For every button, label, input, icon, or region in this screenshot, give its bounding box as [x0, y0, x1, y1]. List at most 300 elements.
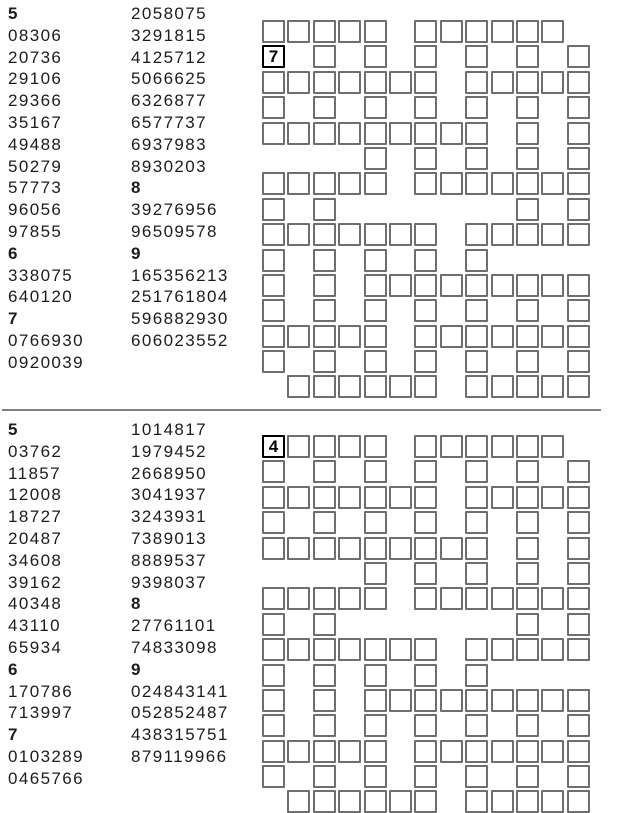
- word-list-item: 170786: [8, 681, 74, 701]
- grid-cell[interactable]: [491, 689, 514, 712]
- grid-cell[interactable]: [414, 223, 437, 246]
- grid-cell[interactable]: [414, 350, 437, 373]
- grid-cell[interactable]: [491, 20, 514, 43]
- grid-cell[interactable]: [541, 587, 564, 610]
- grid-cell[interactable]: [516, 45, 539, 68]
- grid-cell[interactable]: [364, 223, 387, 246]
- grid-cell[interactable]: [313, 71, 336, 94]
- grid-cell[interactable]: [516, 587, 539, 610]
- grid-cell[interactable]: [516, 122, 539, 145]
- grid-cell[interactable]: [491, 274, 514, 297]
- grid-cell[interactable]: [465, 325, 488, 348]
- grid-cell[interactable]: [414, 71, 437, 94]
- grid-cell[interactable]: [465, 638, 488, 661]
- grid-cell[interactable]: [567, 765, 590, 788]
- grid-cell[interactable]: [313, 613, 336, 636]
- grid-cell[interactable]: [541, 20, 564, 43]
- grid-cell[interactable]: [491, 486, 514, 509]
- grid-cell[interactable]: [465, 664, 488, 687]
- clue-cell: 4: [262, 435, 285, 458]
- grid-cell[interactable]: [313, 325, 336, 348]
- word-list-item: 97855: [8, 221, 63, 241]
- grid-cell[interactable]: [262, 325, 285, 348]
- grid-cell[interactable]: [541, 740, 564, 763]
- grid-cell[interactable]: [440, 689, 463, 712]
- grid-cell[interactable]: [313, 198, 336, 221]
- grid-cell[interactable]: [313, 45, 336, 68]
- grid-cell[interactable]: [465, 96, 488, 119]
- grid-cell[interactable]: [516, 223, 539, 246]
- grid-cell[interactable]: [414, 249, 437, 272]
- grid-cell[interactable]: [567, 562, 590, 585]
- grid-cell[interactable]: [313, 638, 336, 661]
- grid-cell[interactable]: [313, 460, 336, 483]
- grid-cell[interactable]: [262, 714, 285, 737]
- grid-cell[interactable]: [465, 71, 488, 94]
- grid-cell[interactable]: [364, 20, 387, 43]
- grid-cell[interactable]: [516, 299, 539, 322]
- word-length-header: 5: [8, 4, 19, 23]
- grid-cell[interactable]: [440, 587, 463, 610]
- grid-cell[interactable]: [262, 587, 285, 610]
- grid-cell[interactable]: [287, 71, 310, 94]
- grid-cell[interactable]: [287, 223, 310, 246]
- grid-cell[interactable]: [491, 638, 514, 661]
- grid-cell[interactable]: [465, 435, 488, 458]
- grid-cell[interactable]: [313, 714, 336, 737]
- grid-cell[interactable]: [313, 537, 336, 560]
- grid-cell[interactable]: [414, 460, 437, 483]
- grid-cell[interactable]: [465, 765, 488, 788]
- grid-cell[interactable]: [414, 45, 437, 68]
- grid-cell[interactable]: [287, 122, 310, 145]
- grid-cell[interactable]: [414, 147, 437, 170]
- word-list-item: 5066625: [131, 69, 207, 89]
- grid-cell[interactable]: [313, 249, 336, 272]
- puzzle-2-section: [0, 412, 622, 812]
- grid-cell[interactable]: [414, 765, 437, 788]
- grid-cell[interactable]: [516, 96, 539, 119]
- grid-cell[interactable]: [389, 122, 412, 145]
- grid-cell[interactable]: [389, 790, 412, 813]
- grid-cell[interactable]: [491, 587, 514, 610]
- grid-cell[interactable]: [567, 486, 590, 509]
- grid-cell[interactable]: [389, 689, 412, 712]
- grid-cell[interactable]: [287, 325, 310, 348]
- grid-cell[interactable]: [465, 350, 488, 373]
- grid-cell[interactable]: [338, 638, 361, 661]
- word-list-item: 6577737: [131, 112, 207, 132]
- grid-cell[interactable]: [440, 122, 463, 145]
- word-list-item: 35167: [8, 112, 63, 132]
- grid-cell[interactable]: [364, 511, 387, 534]
- grid-cell[interactable]: [414, 562, 437, 585]
- grid-cell[interactable]: [440, 740, 463, 763]
- grid-cell[interactable]: [364, 249, 387, 272]
- grid-cell[interactable]: [313, 172, 336, 195]
- grid-cell[interactable]: [465, 587, 488, 610]
- grid-cell[interactable]: [541, 435, 564, 458]
- grid-cell[interactable]: [516, 274, 539, 297]
- word-list-item: 29366: [8, 91, 63, 111]
- grid-cell[interactable]: [516, 325, 539, 348]
- word-length-header: 8: [131, 594, 142, 614]
- grid-cell[interactable]: [313, 350, 336, 373]
- grid-cell[interactable]: [262, 172, 285, 195]
- grid-cell[interactable]: [262, 664, 285, 687]
- grid-cell[interactable]: [262, 122, 285, 145]
- grid-cell[interactable]: [313, 299, 336, 322]
- grid-cell[interactable]: [465, 740, 488, 763]
- grid-cell[interactable]: [414, 274, 437, 297]
- grid-cell[interactable]: [287, 587, 310, 610]
- grid-cell[interactable]: [516, 638, 539, 661]
- grid-cell[interactable]: [567, 299, 590, 322]
- grid-cell[interactable]: [541, 689, 564, 712]
- grid-cell[interactable]: [338, 122, 361, 145]
- word-list-item: 3041937: [131, 485, 207, 505]
- grid-cell[interactable]: [364, 325, 387, 348]
- grid-cell[interactable]: [414, 664, 437, 687]
- grid-cell[interactable]: [516, 562, 539, 585]
- grid-cell[interactable]: [567, 638, 590, 661]
- grid-cell[interactable]: [364, 537, 387, 560]
- grid-cell[interactable]: [287, 435, 310, 458]
- grid-cell[interactable]: [465, 274, 488, 297]
- grid-cell[interactable]: [262, 511, 285, 534]
- grid-cell[interactable]: [313, 740, 336, 763]
- grid-cell[interactable]: [440, 20, 463, 43]
- grid-cell[interactable]: [389, 375, 412, 398]
- grid-cell[interactable]: [338, 71, 361, 94]
- grid-cell[interactable]: [465, 790, 488, 813]
- grid-cell[interactable]: [262, 638, 285, 661]
- grid-cell[interactable]: [541, 325, 564, 348]
- grid-cell[interactable]: [541, 223, 564, 246]
- grid-cell[interactable]: [491, 325, 514, 348]
- grid-cell[interactable]: [541, 274, 564, 297]
- grid-cell[interactable]: [465, 714, 488, 737]
- grid-cell[interactable]: [262, 198, 285, 221]
- word-list-item: 03762: [8, 441, 63, 461]
- grid-cell[interactable]: [364, 274, 387, 297]
- word-list-item: 20487: [8, 528, 63, 548]
- grid-cell[interactable]: [465, 486, 488, 509]
- grid-cell[interactable]: [465, 299, 488, 322]
- grid-cell[interactable]: [262, 96, 285, 119]
- grid-cell[interactable]: [491, 740, 514, 763]
- grid-cell[interactable]: [541, 638, 564, 661]
- grid-cell[interactable]: [313, 274, 336, 297]
- grid-cell[interactable]: [338, 740, 361, 763]
- grid-cell[interactable]: [364, 587, 387, 610]
- grid-cell[interactable]: [567, 460, 590, 483]
- grid-cell[interactable]: [465, 45, 488, 68]
- grid-cell[interactable]: [567, 172, 590, 195]
- grid-cell[interactable]: [491, 71, 514, 94]
- grid-cell[interactable]: [262, 537, 285, 560]
- grid-cell[interactable]: [364, 486, 387, 509]
- grid-cell[interactable]: [465, 20, 488, 43]
- grid-cell[interactable]: [567, 350, 590, 373]
- grid-cell[interactable]: [414, 96, 437, 119]
- grid-cell[interactable]: [338, 375, 361, 398]
- grid-cell[interactable]: [440, 274, 463, 297]
- grid-cell[interactable]: [516, 147, 539, 170]
- word-list-item: 65934: [8, 637, 63, 657]
- word-list-item: 713997: [8, 703, 74, 723]
- grid-cell[interactable]: [440, 537, 463, 560]
- grid-cell[interactable]: [567, 790, 590, 813]
- grid-cell[interactable]: [516, 689, 539, 712]
- word-length-header: 6: [8, 243, 19, 263]
- grid-cell[interactable]: [364, 122, 387, 145]
- grid-cell[interactable]: [491, 790, 514, 813]
- grid-cell[interactable]: [338, 537, 361, 560]
- grid-cell[interactable]: [567, 325, 590, 348]
- grid-cell[interactable]: [541, 375, 564, 398]
- grid-cell[interactable]: [262, 460, 285, 483]
- grid-cell[interactable]: [262, 299, 285, 322]
- grid-cell[interactable]: [262, 350, 285, 373]
- grid-cell[interactable]: [364, 96, 387, 119]
- word-list-item: 3243931: [131, 507, 207, 527]
- grid-cell[interactable]: [287, 537, 310, 560]
- puzzle-2-fill-in-grid: [262, 435, 590, 813]
- grid-cell[interactable]: [567, 714, 590, 737]
- grid-cell[interactable]: [364, 714, 387, 737]
- grid-cell[interactable]: [364, 375, 387, 398]
- grid-cell[interactable]: [516, 714, 539, 737]
- grid-cell[interactable]: [567, 689, 590, 712]
- word-list-item: 606023552: [131, 330, 229, 350]
- grid-cell[interactable]: [465, 537, 488, 560]
- word-list-item: 3291815: [131, 25, 207, 45]
- grid-cell[interactable]: [313, 96, 336, 119]
- grid-cell[interactable]: [364, 435, 387, 458]
- grid-cell[interactable]: [338, 223, 361, 246]
- grid-cell[interactable]: [567, 587, 590, 610]
- grid-cell[interactable]: [313, 511, 336, 534]
- word-list-item: 6326877: [131, 91, 207, 111]
- grid-cell[interactable]: [313, 486, 336, 509]
- grid-cell[interactable]: [338, 172, 361, 195]
- grid-cell[interactable]: [262, 71, 285, 94]
- grid-cell[interactable]: [313, 223, 336, 246]
- puzzle-2-word-list-column-2: [131, 419, 229, 768]
- grid-cell[interactable]: [465, 122, 488, 145]
- grid-cell[interactable]: [516, 460, 539, 483]
- grid-cell[interactable]: [262, 765, 285, 788]
- grid-cell[interactable]: [567, 274, 590, 297]
- grid-cell[interactable]: [516, 740, 539, 763]
- grid-cell[interactable]: [364, 45, 387, 68]
- grid-cell[interactable]: [414, 435, 437, 458]
- grid-cell[interactable]: [364, 790, 387, 813]
- grid-cell[interactable]: [389, 638, 412, 661]
- grid-cell[interactable]: [313, 587, 336, 610]
- grid-cell[interactable]: [516, 790, 539, 813]
- grid-cell[interactable]: [262, 223, 285, 246]
- grid-cell[interactable]: [516, 172, 539, 195]
- grid-cell[interactable]: [567, 375, 590, 398]
- word-list-item: 43110: [8, 616, 62, 636]
- grid-cell[interactable]: [364, 562, 387, 585]
- grid-cell[interactable]: [338, 790, 361, 813]
- grid-cell[interactable]: [516, 435, 539, 458]
- grid-cell[interactable]: [440, 435, 463, 458]
- grid-cell[interactable]: [465, 249, 488, 272]
- grid-cell[interactable]: [516, 486, 539, 509]
- puzzle-2-word-list-column-1: [8, 419, 84, 790]
- grid-cell[interactable]: [287, 20, 310, 43]
- grid-cell[interactable]: [465, 223, 488, 246]
- grid-cell[interactable]: [465, 375, 488, 398]
- grid-cell[interactable]: [414, 714, 437, 737]
- grid-cell[interactable]: [364, 172, 387, 195]
- word-list-item: 34608: [8, 550, 63, 570]
- grid-cell[interactable]: [414, 638, 437, 661]
- word-list-item: 2668950: [131, 463, 207, 483]
- grid-cell[interactable]: [465, 147, 488, 170]
- grid-cell[interactable]: [465, 511, 488, 534]
- grid-cell[interactable]: [262, 689, 285, 712]
- grid-cell[interactable]: [516, 537, 539, 560]
- grid-cell[interactable]: [567, 96, 590, 119]
- grid-cell[interactable]: [414, 325, 437, 348]
- grid-cell[interactable]: [541, 790, 564, 813]
- grid-cell[interactable]: [414, 20, 437, 43]
- grid-cell[interactable]: [516, 20, 539, 43]
- grid-cell[interactable]: [364, 350, 387, 373]
- grid-cell[interactable]: [313, 20, 336, 43]
- grid-cell[interactable]: [313, 664, 336, 687]
- grid-cell[interactable]: [287, 172, 310, 195]
- grid-cell[interactable]: [364, 147, 387, 170]
- word-list-item: 50279: [8, 156, 63, 176]
- grid-cell[interactable]: [567, 71, 590, 94]
- grid-cell[interactable]: [389, 537, 412, 560]
- grid-cell[interactable]: [567, 45, 590, 68]
- grid-cell[interactable]: [414, 740, 437, 763]
- grid-cell[interactable]: [516, 613, 539, 636]
- grid-cell[interactable]: [313, 689, 336, 712]
- grid-cell[interactable]: [287, 638, 310, 661]
- grid-cell[interactable]: [313, 765, 336, 788]
- grid-cell[interactable]: [491, 375, 514, 398]
- grid-cell[interactable]: [287, 375, 310, 398]
- word-list-item: 0465766: [8, 768, 84, 788]
- grid-cell[interactable]: [567, 122, 590, 145]
- grid-cell[interactable]: [338, 325, 361, 348]
- grid-cell[interactable]: [287, 486, 310, 509]
- grid-cell[interactable]: [262, 274, 285, 297]
- grid-cell[interactable]: [364, 765, 387, 788]
- grid-cell[interactable]: [516, 375, 539, 398]
- word-list-item: 39276956: [131, 200, 218, 220]
- grid-cell[interactable]: [287, 740, 310, 763]
- grid-cell[interactable]: [516, 765, 539, 788]
- word-list-item: 0766930: [8, 330, 84, 350]
- grid-cell[interactable]: [262, 20, 285, 43]
- grid-cell[interactable]: [313, 790, 336, 813]
- grid-cell[interactable]: [364, 689, 387, 712]
- grid-cell[interactable]: [465, 172, 488, 195]
- grid-cell[interactable]: [414, 790, 437, 813]
- grid-cell[interactable]: [414, 587, 437, 610]
- grid-cell[interactable]: [567, 147, 590, 170]
- grid-cell[interactable]: [338, 435, 361, 458]
- grid-cell[interactable]: [567, 537, 590, 560]
- grid-cell[interactable]: [516, 198, 539, 221]
- grid-cell[interactable]: [287, 790, 310, 813]
- grid-cell[interactable]: [338, 587, 361, 610]
- grid-cell[interactable]: [440, 172, 463, 195]
- grid-cell[interactable]: [541, 486, 564, 509]
- word-length-header: 9: [131, 659, 142, 679]
- grid-cell[interactable]: [414, 122, 437, 145]
- grid-cell[interactable]: [364, 71, 387, 94]
- grid-cell[interactable]: [414, 375, 437, 398]
- grid-cell[interactable]: [567, 740, 590, 763]
- grid-cell[interactable]: [414, 689, 437, 712]
- grid-cell[interactable]: [440, 325, 463, 348]
- grid-cell[interactable]: [567, 511, 590, 534]
- grid-cell[interactable]: [541, 71, 564, 94]
- grid-cell[interactable]: [516, 511, 539, 534]
- grid-cell[interactable]: [541, 172, 564, 195]
- grid-cell[interactable]: [516, 350, 539, 373]
- grid-cell[interactable]: [465, 460, 488, 483]
- grid-cell[interactable]: [389, 486, 412, 509]
- grid-cell[interactable]: [262, 740, 285, 763]
- grid-cell[interactable]: [364, 460, 387, 483]
- grid-cell[interactable]: [465, 562, 488, 585]
- grid-cell[interactable]: [491, 223, 514, 246]
- grid-cell[interactable]: [262, 613, 285, 636]
- word-list-item: 024843141: [131, 681, 229, 701]
- grid-cell[interactable]: [491, 435, 514, 458]
- grid-cell[interactable]: [567, 198, 590, 221]
- grid-cell[interactable]: [516, 71, 539, 94]
- grid-cell[interactable]: [567, 223, 590, 246]
- grid-cell[interactable]: [389, 71, 412, 94]
- word-list-item: 640120: [8, 287, 74, 307]
- grid-cell[interactable]: [262, 249, 285, 272]
- grid-cell[interactable]: [414, 299, 437, 322]
- grid-cell[interactable]: [338, 20, 361, 43]
- grid-cell[interactable]: [338, 486, 361, 509]
- grid-cell[interactable]: [567, 613, 590, 636]
- grid-cell[interactable]: [364, 664, 387, 687]
- grid-cell[interactable]: [414, 537, 437, 560]
- grid-cell[interactable]: [313, 122, 336, 145]
- grid-cell[interactable]: [364, 638, 387, 661]
- grid-cell[interactable]: [262, 486, 285, 509]
- grid-cell[interactable]: [313, 375, 336, 398]
- grid-cell[interactable]: [389, 223, 412, 246]
- grid-cell[interactable]: [414, 486, 437, 509]
- grid-cell[interactable]: [414, 511, 437, 534]
- grid-cell[interactable]: [491, 172, 514, 195]
- grid-cell[interactable]: [389, 274, 412, 297]
- grid-cell[interactable]: [364, 740, 387, 763]
- grid-cell[interactable]: [364, 299, 387, 322]
- grid-cell[interactable]: [465, 689, 488, 712]
- grid-cell[interactable]: [414, 172, 437, 195]
- word-list-item: 338075: [8, 265, 74, 285]
- grid-cell[interactable]: [313, 435, 336, 458]
